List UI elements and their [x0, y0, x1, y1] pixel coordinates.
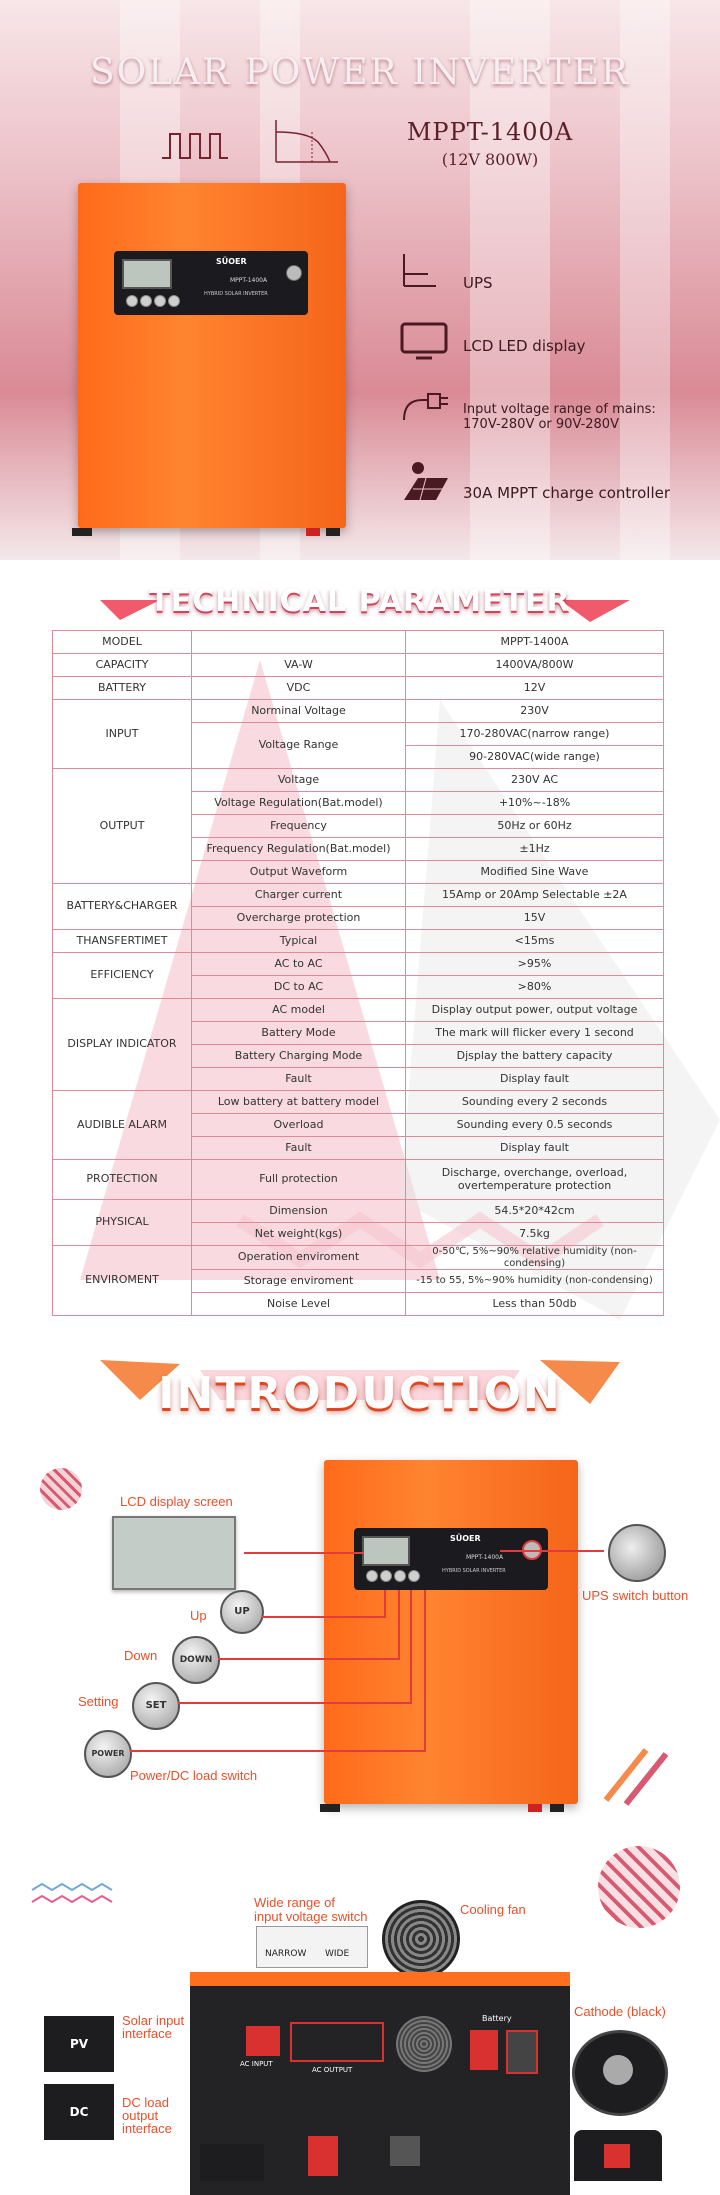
param-name [192, 631, 406, 654]
model-spec: (12V 800W) [441, 150, 539, 169]
terminal-red [528, 1804, 542, 1812]
feature-lcd: LCD LED display [463, 337, 586, 355]
wide-label: WIDE [325, 1949, 350, 1959]
monitor-icon [398, 320, 452, 360]
param-name: Overload [192, 1114, 406, 1137]
lcd-screen [122, 259, 172, 289]
param-value: Discharge, overchange, overload, overtemperature protection [406, 1160, 664, 1200]
lcd-closeup-image [112, 1516, 236, 1590]
param-name: AC model [192, 999, 406, 1022]
param-value: 7.5kg [406, 1223, 664, 1246]
param-name: Fault [192, 1137, 406, 1160]
power-button-closeup: POWER [84, 1730, 132, 1778]
dc-port-closeup: DC [44, 2084, 114, 2140]
panel-button [168, 295, 180, 307]
callout-line [130, 1750, 424, 1752]
param-value: -15 to 55, 5%~90% humidity (non-condensing) [406, 1270, 664, 1293]
param-value: 1400VA/800W [406, 654, 664, 677]
plug-icon [398, 390, 452, 430]
panel-button [366, 1570, 378, 1582]
setting-label: Setting [78, 1694, 119, 1709]
table-row [53, 654, 664, 677]
param-value: Display fault [406, 1068, 664, 1091]
callout-line [410, 1590, 412, 1704]
voltage-switch-closeup [256, 1926, 368, 1968]
terminal-red [306, 528, 320, 536]
device-brand: SÜOER [216, 257, 247, 266]
param-group: OUTPUT [53, 769, 192, 884]
param-group: MODEL [53, 631, 192, 654]
ac-output-sockets [290, 2022, 384, 2062]
up-button-closeup: UP [220, 1590, 264, 1634]
param-value: ±1Hz [406, 838, 664, 861]
param-name: Frequency Regulation(Bat.model) [192, 838, 406, 861]
control-panel [354, 1528, 548, 1590]
param-name: AC to AC [192, 953, 406, 976]
cooling-fan-label: Cooling fan [460, 1902, 526, 1917]
param-name: Voltage [192, 769, 406, 792]
param-name: Battery Charging Mode [192, 1045, 406, 1068]
callout-line [500, 1550, 604, 1552]
table-row [53, 677, 664, 700]
callout-line [424, 1590, 426, 1752]
table-row [53, 769, 664, 792]
ups-graph-icon [398, 250, 438, 290]
param-name: Low battery at battery model [192, 1091, 406, 1114]
device-model: MPPT-1400A [230, 277, 268, 284]
param-value: 15V [406, 907, 664, 930]
param-value: >80% [406, 976, 664, 999]
param-value: Display fault [406, 1137, 664, 1160]
param-value: 50Hz or 60Hz [406, 815, 664, 838]
param-value: 15Amp or 20Amp Selectable ±2A [406, 884, 664, 907]
ac-output-label: AC OUTPUT [312, 2066, 353, 2074]
cable-gland [390, 2136, 420, 2166]
up-label: Up [190, 1608, 207, 1623]
down-label: Down [124, 1648, 158, 1663]
param-name: VDC [192, 677, 406, 700]
bolt-icon [603, 2055, 633, 2085]
panel-button [126, 295, 138, 307]
param-value: Sounding every 2 seconds [406, 1091, 664, 1114]
param-name: Dimension [192, 1200, 406, 1223]
param-value: 0-50℃, 5%~90% relative humidity (non-condensing) [406, 1246, 664, 1270]
param-value: The mark will flicker every 1 second [406, 1022, 664, 1045]
decor-sphere [40, 1468, 82, 1510]
dc-load-label: DC load output interface [122, 2095, 172, 2136]
device-brand: SÜOER [450, 1534, 481, 1543]
param-name: VA-W [192, 654, 406, 677]
solar-input-label: Solar input interface [122, 2013, 185, 2041]
device-model: MPPT-1400A [466, 1554, 504, 1561]
control-panel [114, 251, 308, 315]
param-group: AUDIBLE ALARM [53, 1091, 192, 1160]
param-value: <15ms [406, 930, 664, 953]
param-group: CAPACITY [53, 654, 192, 677]
terminal-cover-red [308, 2136, 338, 2176]
param-group: INPUT [53, 700, 192, 769]
table-row [53, 700, 664, 723]
param-name: Noise Level [192, 1293, 406, 1316]
param-name: Voltage Range [192, 723, 406, 769]
param-value: 12V [406, 677, 664, 700]
terminal-red [604, 2144, 630, 2168]
param-value: Djsplay the battery capacity [406, 1045, 664, 1068]
set-button-closeup: SET [132, 1682, 180, 1730]
param-name: Norminal Voltage [192, 700, 406, 723]
anode-terminal-closeup [574, 2130, 662, 2181]
decor-zigzag [30, 1882, 120, 1908]
param-value: +10%~-18% [406, 792, 664, 815]
pv-port-closeup: PV [44, 2016, 114, 2072]
decor-sphere [598, 1846, 680, 1928]
param-name: Voltage Regulation(Bat.model) [192, 792, 406, 815]
param-name: Typical [192, 930, 406, 953]
model-name: MPPT-1400A [406, 118, 574, 146]
param-value: MPPT-1400A [406, 631, 664, 654]
param-group: THANSFERTIMET [53, 930, 192, 953]
inverter-foot [72, 528, 92, 536]
tech-parameter-table [52, 630, 664, 1316]
callout-line [178, 1702, 410, 1704]
param-group: ENVIROMENT [53, 1246, 192, 1316]
param-value: 230V AC [406, 769, 664, 792]
ac-input-socket [246, 2026, 280, 2056]
param-value: 230V [406, 700, 664, 723]
param-value: Display output power, output voltage [406, 999, 664, 1022]
callout-line [384, 1590, 386, 1618]
solar-panel-icon [398, 456, 452, 504]
param-value: Less than 50db [406, 1293, 664, 1316]
feature-mppt: 30A MPPT charge controller [463, 484, 671, 502]
table-row [53, 1246, 664, 1270]
param-name: Operation enviroment [192, 1246, 406, 1270]
narrow-label: NARROW [265, 1949, 307, 1959]
callout-line [262, 1616, 384, 1618]
device-caption: HYBRID SOLAR INVERTER [442, 1568, 506, 1574]
panel-button [380, 1570, 392, 1582]
battery-positive-terminal [470, 2030, 498, 2070]
param-name: Charger current [192, 884, 406, 907]
param-name: Battery Mode [192, 1022, 406, 1045]
param-group: BATTERY&CHARGER [53, 884, 192, 930]
inverter-foot [320, 1804, 340, 1812]
param-name: Net weight(kgs) [192, 1223, 406, 1246]
param-name: Full protection [192, 1160, 406, 1200]
inverter-front-closeup [324, 1460, 578, 1804]
square-wave-icon [160, 128, 230, 162]
param-name: Fault [192, 1068, 406, 1091]
feature-input-voltage: Input voltage range of mains: 170V-280V or 90V-280V [463, 402, 656, 432]
param-value: 90-280VAC(wide range) [406, 746, 664, 769]
cathode-terminal-closeup [572, 2030, 668, 2116]
decor-stripes [596, 1740, 686, 1810]
mppt-curve-icon [268, 118, 340, 168]
table-row [53, 1200, 664, 1223]
param-value: Sounding every 0.5 seconds [406, 1114, 664, 1137]
voltage-switch-label: Wide range of input voltage switch [254, 1895, 368, 1924]
terminal-black [326, 528, 340, 536]
callout-line [244, 1552, 364, 1554]
table-row [53, 631, 664, 654]
cooling-fan-closeup [382, 1900, 460, 1978]
lcd-screen-label: LCD display screen [120, 1494, 233, 1509]
terminal-black [550, 1804, 564, 1812]
battery-label: Battery [482, 2014, 512, 2023]
param-name: Overcharge protection [192, 907, 406, 930]
table-row [53, 884, 664, 907]
fan-grill [396, 2016, 452, 2072]
panel-button [140, 295, 152, 307]
cathode-label: Cathode (black) [574, 2004, 666, 2019]
ac-socket-closeup [200, 2144, 264, 2181]
lcd-screen [362, 1536, 410, 1566]
param-group: PROTECTION [53, 1160, 192, 1200]
param-group: EFFICIENCY [53, 953, 192, 999]
intro-title: INTRODUCTION [158, 1368, 562, 1419]
panel-button [408, 1570, 420, 1582]
table-row [53, 1160, 664, 1200]
table-row [53, 999, 664, 1022]
param-group: BATTERY [53, 677, 192, 700]
ups-knob-icon [286, 265, 302, 281]
param-value: 170-280VAC(narrow range) [406, 723, 664, 746]
device-caption: HYBRID SOLAR INVERTER [204, 291, 268, 297]
panel-button [394, 1570, 406, 1582]
table-row [53, 953, 664, 976]
param-group: DISPLAY INDICATOR [53, 999, 192, 1091]
param-name: Storage enviroment [192, 1270, 406, 1293]
callout-line [218, 1658, 398, 1660]
param-name: Output Waveform [192, 861, 406, 884]
down-button-closeup: DOWN [172, 1636, 220, 1684]
power-switch-label: Power/DC load switch [130, 1768, 258, 1783]
hero-title: SOLAR POWER INVERTER [89, 52, 631, 93]
table-row [53, 1091, 664, 1114]
battery-negative-terminal [506, 2030, 538, 2074]
param-name: DC to AC [192, 976, 406, 999]
inverter-front-image [78, 183, 346, 528]
feature-ups: UPS [463, 274, 493, 292]
param-value: 54.5*20*42cm [406, 1200, 664, 1223]
ups-button-closeup [608, 1524, 666, 1582]
param-value: >95% [406, 953, 664, 976]
table-row [53, 930, 664, 953]
param-group: PHYSICAL [53, 1200, 192, 1246]
ups-switch-label: UPS switch button [582, 1588, 689, 1603]
panel-button [154, 295, 166, 307]
ac-input-label: AC INPUT [240, 2060, 273, 2068]
tech-title: TECHNICAL PARAMETER [149, 584, 571, 619]
param-name: Frequency [192, 815, 406, 838]
callout-line [398, 1590, 400, 1660]
param-value: Modified Sine Wave [406, 861, 664, 884]
